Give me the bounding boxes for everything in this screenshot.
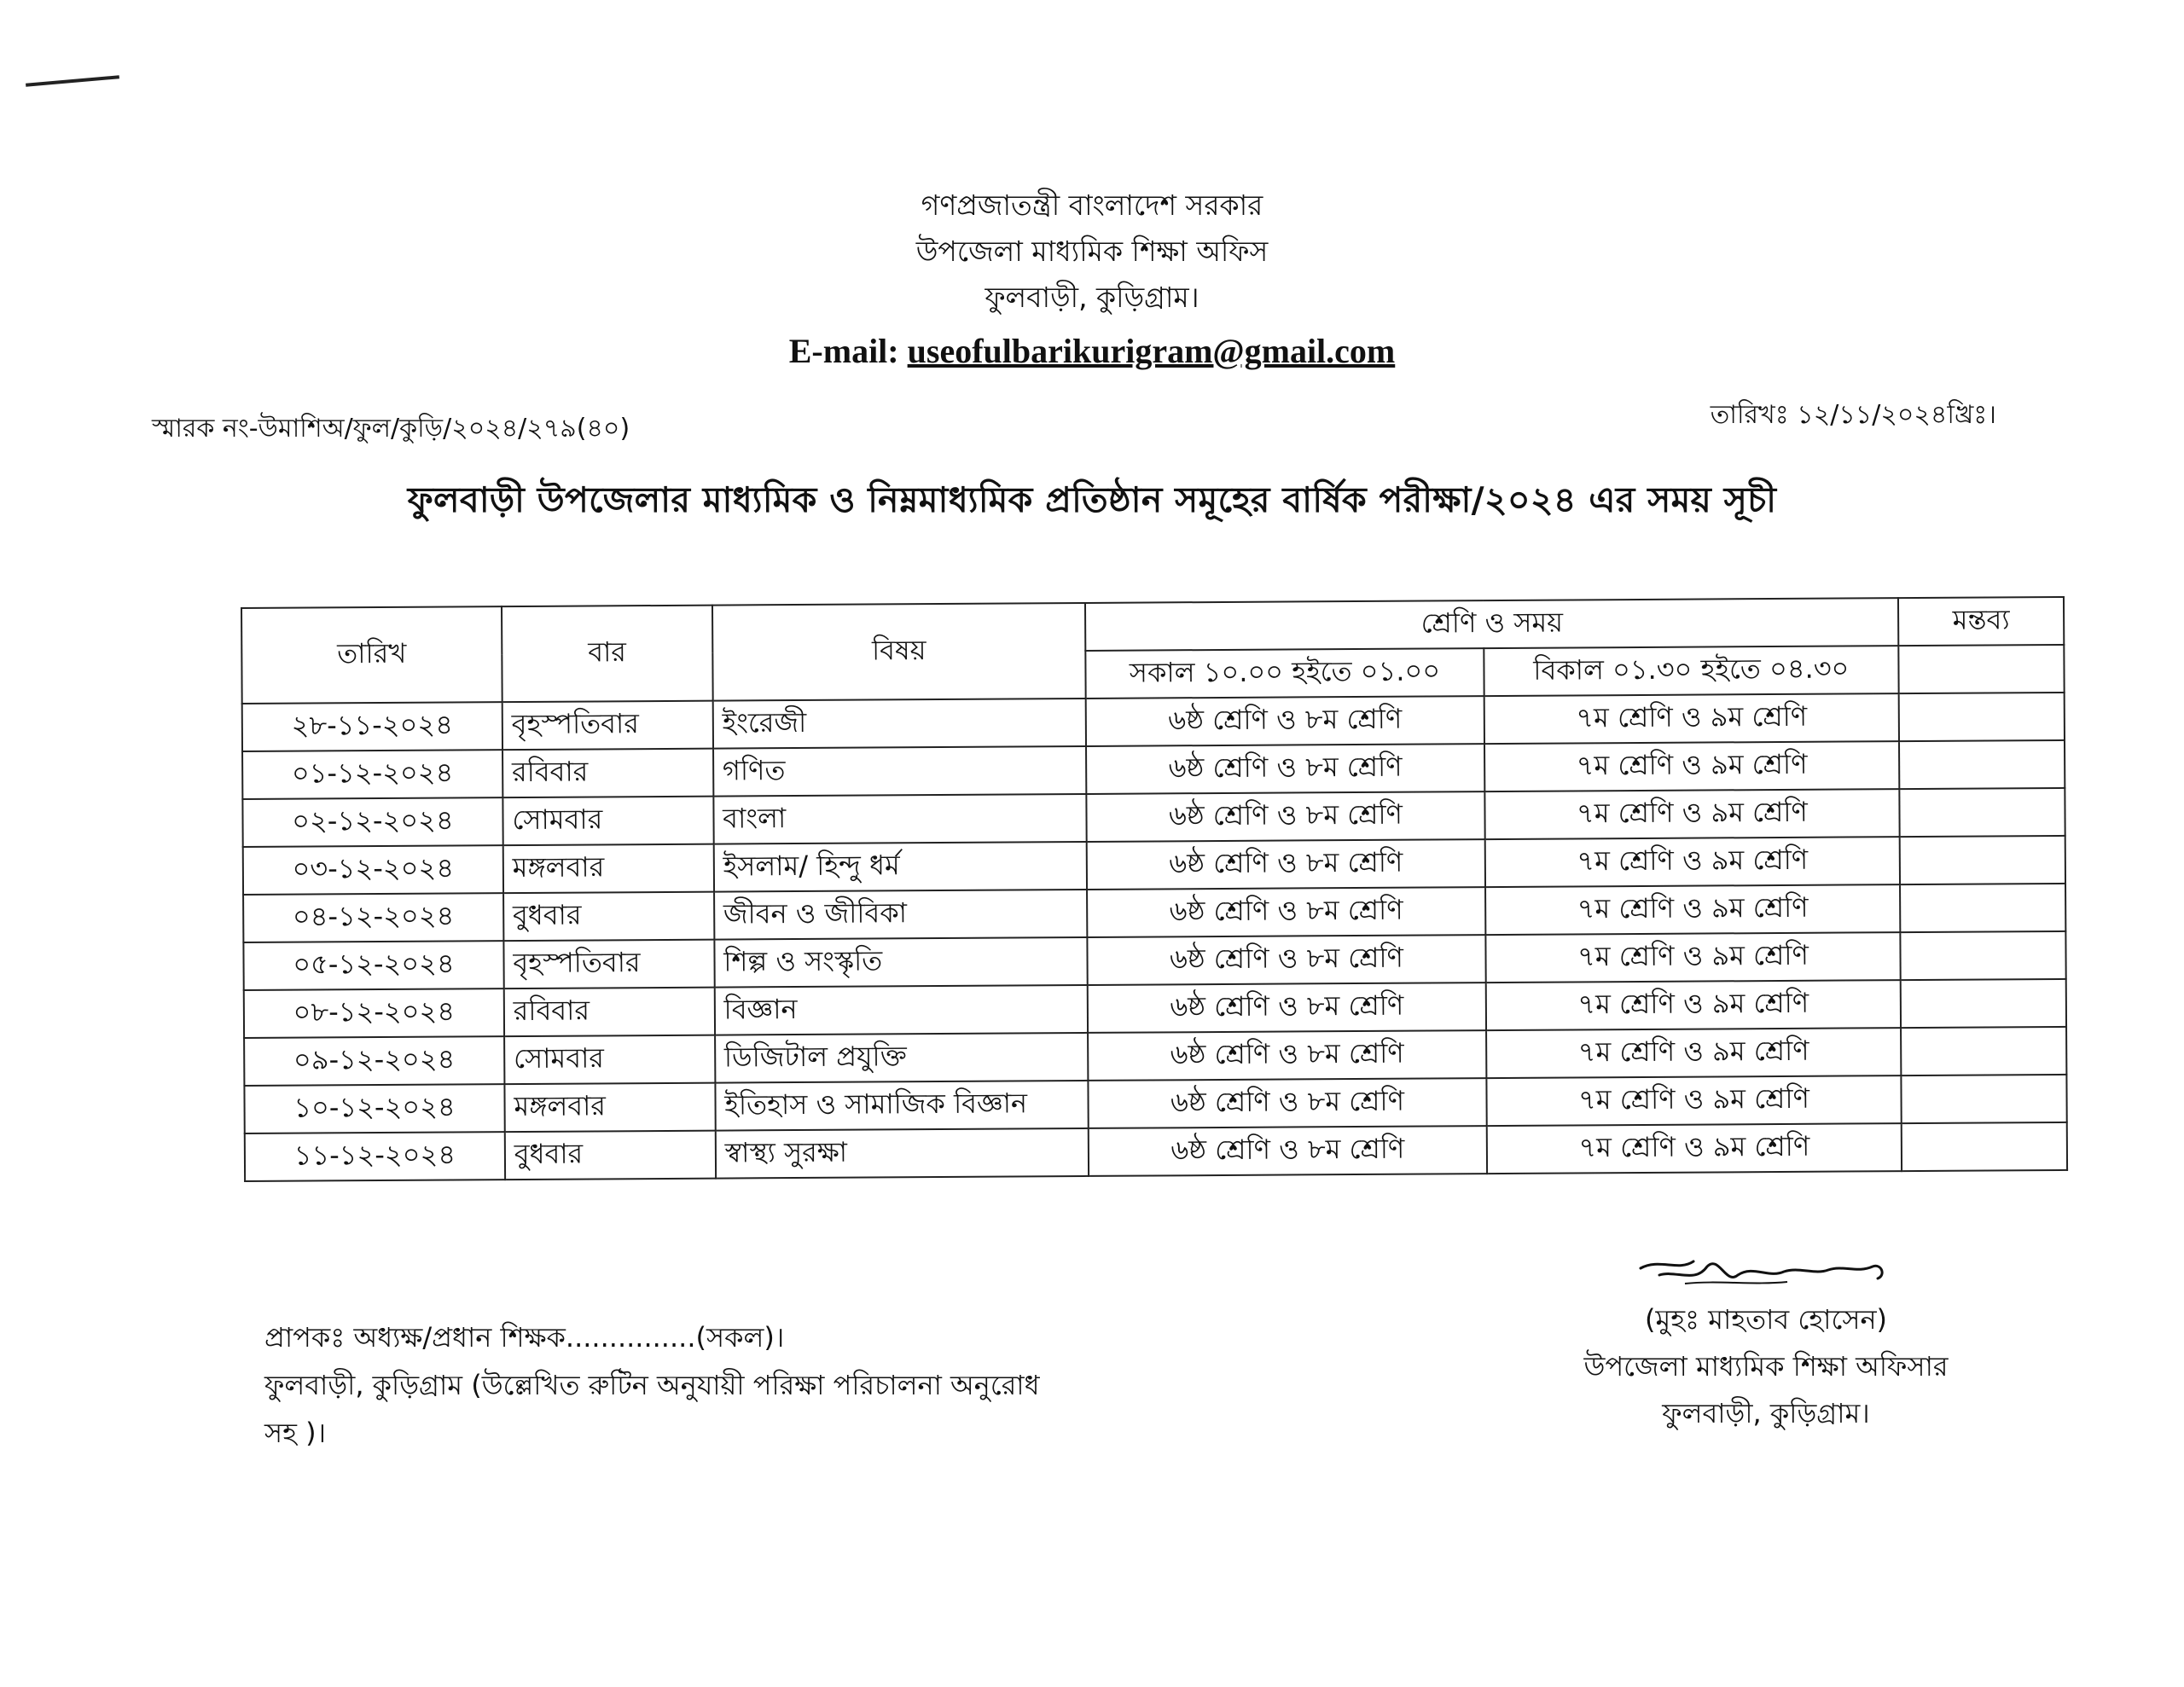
cell-afternoon: ৭ম শ্রেণি ও ৯ম শ্রেণি xyxy=(1484,789,1900,839)
cell-date: ০৩-১২-২০২৪ xyxy=(243,845,503,895)
cell-day: রবিবার xyxy=(504,988,715,1037)
cell-morning: ৬ষ্ঠ শ্রেণি ও ৮ম শ্রেণি xyxy=(1088,1030,1486,1081)
memo-number: স্মারক নং-উমাশিঅ/ফুল/কুড়ি/২০২৪/২৭৯(৪০) xyxy=(152,414,630,443)
cell-date: ০৮-১২-২০২৪ xyxy=(244,988,504,1038)
cell-date: ০১-১২-২০২৪ xyxy=(242,750,502,799)
cell-subject: ইতিহাস ও সামাজিক বিজ্ঞান xyxy=(715,1081,1089,1131)
cell-day: বৃহস্পতিবার xyxy=(503,940,714,989)
cell-subject: গণিত xyxy=(713,746,1087,797)
cell-remarks xyxy=(1901,979,2066,1028)
signer-title: উপজেলা মাধ্যমিক শিক্ষা অফিসার xyxy=(1583,1350,1949,1383)
header-remarks-blank xyxy=(1898,645,2064,693)
cell-afternoon: ৭ম শ্রেণি ও ৯ম শ্রেণি xyxy=(1484,837,1900,887)
cell-remarks xyxy=(1901,1027,2066,1075)
header-remarks: মন্তব্য xyxy=(1898,597,2064,646)
cell-morning: ৬ষ্ঠ শ্রেণি ও ৮ম শ্রেণি xyxy=(1089,1126,1487,1176)
cell-subject: জীবন ও জীবিকা xyxy=(714,890,1088,940)
cell-date: ০৫-১২-২০২৪ xyxy=(243,941,503,990)
page-title: ফুলবাড়ী উপজেলার মাধ্যমিক ও নিম্নমাধ্যমিক প্রতিষ্ঠান সমূহের বার্ষিক পরীক্ষা/২০২৪ এর সময় সূচী xyxy=(407,479,1777,520)
cell-morning: ৬ষ্ঠ শ্রেণি ও ৮ম শ্রেণি xyxy=(1088,983,1486,1033)
email-line xyxy=(0,331,2184,371)
office-location: ফুলবাড়ী, কুড়িগ্রাম। xyxy=(985,281,1199,314)
cell-afternoon: ৭ম শ্রেণি ও ৯ম শ্রেণি xyxy=(1486,1075,1902,1126)
cell-morning: ৬ষ্ঠ শ্রেণি ও ৮ম শ্রেণি xyxy=(1086,744,1484,794)
recipient-block xyxy=(264,1313,1135,1457)
cell-subject: ডিজিটাল প্রযুক্তি xyxy=(715,1033,1089,1083)
cell-remarks xyxy=(1900,931,2065,980)
cell-afternoon: ৭ম শ্রেণি ও ৯ম শ্রেণি xyxy=(1485,932,1901,983)
header-day: বার xyxy=(502,606,713,703)
cell-day: সোমবার xyxy=(502,797,713,846)
cell-remarks xyxy=(1900,884,2065,932)
email-link[interactable]: useofulbarikurigram@gmail.com xyxy=(907,332,1396,370)
cell-subject: শিল্প ও সংস্কৃতি xyxy=(714,937,1088,988)
cell-day: রবিবার xyxy=(502,749,713,798)
signer-block xyxy=(1450,1296,2082,1437)
cell-day: মঙ্গলবার xyxy=(503,844,714,894)
cell-day: বুধবার xyxy=(505,1131,716,1180)
recipient-instruction-end: সহ )। xyxy=(264,1417,327,1449)
cell-afternoon: ৭ম শ্রেণি ও ৯ম শ্রেণি xyxy=(1486,1028,1902,1078)
cell-subject: ইসলাম/ হিন্দু ধর্ম xyxy=(713,842,1087,892)
cell-day: বৃহস্পতিবার xyxy=(502,701,713,751)
cell-morning: ৬ষ্ঠ শ্রেণি ও ৮ম শ্রেণি xyxy=(1089,1078,1487,1128)
issue-date: তারিখঃ ১২/১১/২০২৪খ্রিঃ। xyxy=(1710,400,1996,430)
header-afternoon-session: বিকাল ০১.৩০ হইতে ০৪.৩০ xyxy=(1484,646,1899,696)
cell-morning: ৬ষ্ঠ শ্রেণি ও ৮ম শ্রেণি xyxy=(1088,935,1486,985)
cell-day: বুধবার xyxy=(503,892,714,942)
cell-morning: ৬ষ্ঠ শ্রেণি ও ৮ম শ্রেণি xyxy=(1087,791,1485,842)
cell-date: ১১-১২-২০২৪ xyxy=(245,1132,505,1181)
cell-date: ০৪-১২-২০২৪ xyxy=(243,893,503,942)
exam-schedule-table xyxy=(241,596,2068,1182)
letterhead xyxy=(0,188,2184,371)
cell-date: ০২-১২-২০২৪ xyxy=(242,797,502,847)
cell-remarks xyxy=(1902,1122,2067,1171)
cell-day: সোমবার xyxy=(504,1035,715,1085)
cell-afternoon: ৭ম শ্রেণি ও ৯ম শ্রেণি xyxy=(1484,693,1899,744)
cell-subject: ইংরেজী xyxy=(712,699,1086,749)
cell-afternoon: ৭ম শ্রেণি ও ৯ম শ্রেণি xyxy=(1484,741,1900,791)
cell-day: মঙ্গলবার xyxy=(504,1083,715,1133)
government-name: গণপ্রজাতন্ত্রী বাংলাদেশ সরকার xyxy=(921,188,1263,222)
cell-afternoon: ৭ম শ্রেণি ও ৯ম শ্রেণি xyxy=(1485,884,1901,935)
cell-afternoon: ৭ম শ্রেণি ও ৯ম শ্রেণি xyxy=(1486,1123,1902,1174)
scan-mark xyxy=(26,75,119,87)
header-date: তারিখ xyxy=(241,606,502,704)
cell-date: ১০-১২-২০২৪ xyxy=(244,1084,504,1133)
cell-remarks xyxy=(1899,693,2065,741)
cell-morning: ৬ষ্ঠ শ্রেণি ও ৮ম শ্রেণি xyxy=(1087,887,1485,937)
cell-morning: ৬ষ্ঠ শ্রেণি ও ৮ম শ্রেণি xyxy=(1087,839,1485,890)
cell-remarks xyxy=(1902,1075,2067,1123)
recipient-line: প্রাপকঃ অধ্যক্ষ/প্রধান শিক্ষক...............(সকল)। xyxy=(264,1321,785,1354)
cell-remarks xyxy=(1900,836,2065,884)
recipient-instruction: ফুলবাড়ী, কুড়িগ্রাম (উল্লেখিত রুটিন অনুযায়ী পরিক্ষা পরিচালনা অনুরোধ xyxy=(264,1369,1040,1401)
signer-location: ফুলবাড়ী, কুড়িগ্রাম। xyxy=(1662,1397,1870,1429)
cell-subject: বাংলা xyxy=(713,794,1087,844)
header-class-time: শ্রেণি ও সময় xyxy=(1085,598,1898,651)
cell-afternoon: ৭ম শ্রেণি ও ৯ম শ্রেণি xyxy=(1485,980,1901,1030)
email-label: E-mail: xyxy=(788,332,899,370)
cell-subject: বিজ্ঞান xyxy=(714,985,1088,1035)
cell-date: ০৯-১২-২০২৪ xyxy=(244,1036,504,1086)
header-subject: বিষয় xyxy=(712,603,1086,701)
table-row xyxy=(245,1122,2067,1181)
cell-remarks xyxy=(1899,788,2065,837)
cell-date: ২৮-১১-২০২৪ xyxy=(242,702,502,751)
cell-subject: স্বাস্থ্য সুরক্ষা xyxy=(715,1128,1089,1179)
cell-remarks xyxy=(1899,740,2065,789)
signer-name: (মুহঃ মাহতাব হোসেন) xyxy=(1644,1303,1888,1336)
handwritten-signature xyxy=(1625,1249,1898,1301)
office-name: উপজেলা মাধ্যমিক শিক্ষা অফিস xyxy=(915,235,1269,268)
cell-morning: ৬ষ্ঠ শ্রেণি ও ৮ম শ্রেণি xyxy=(1086,696,1484,746)
header-morning-session: সকাল ১০.০০ হইতে ০১.০০ xyxy=(1086,648,1484,699)
